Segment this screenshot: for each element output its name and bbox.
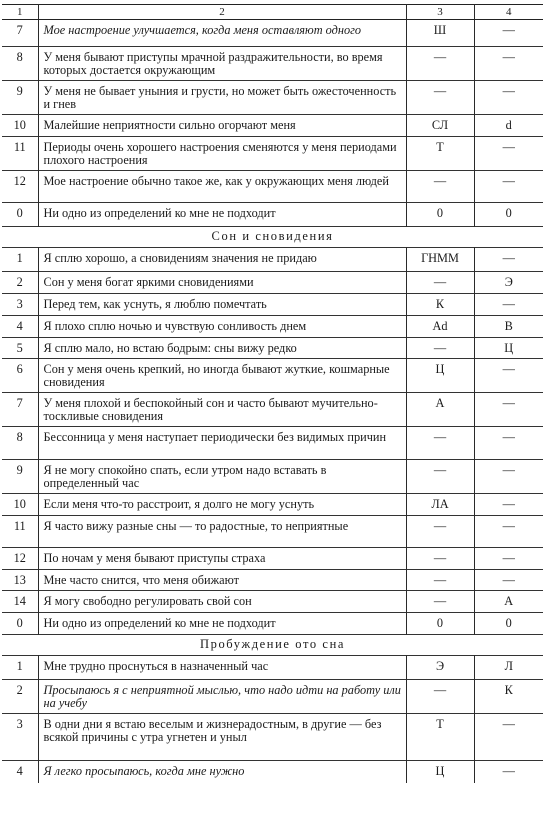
row-code-col3: ЛА	[406, 494, 474, 516]
row-statement: Мне часто снится, что меня обижают	[38, 570, 406, 591]
column-header-1: 1	[2, 5, 38, 20]
row-number: 8	[2, 427, 38, 460]
row-code-col4: Ц	[474, 338, 543, 359]
row-code-col3: —	[406, 548, 474, 570]
row-code-col3: —	[406, 338, 474, 359]
row-number: 4	[2, 761, 38, 783]
table-row	[2, 548, 543, 570]
column-header-2: 2	[38, 5, 406, 20]
row-number: 3	[2, 294, 38, 316]
row-statement: По ночам у меня бывают приступы страха	[38, 548, 406, 570]
row-statement: Малейшие неприятности сильно огорчают меня	[38, 115, 406, 137]
table-row	[2, 203, 543, 227]
row-statement: Я легко просыпаюсь, когда мне нужно	[38, 761, 406, 783]
row-code-col4: —	[474, 761, 543, 783]
row-code-col3: —	[406, 591, 474, 613]
row-number: 7	[2, 393, 38, 427]
row-number: 8	[2, 47, 38, 81]
table-row	[2, 494, 543, 516]
row-number: 12	[2, 548, 38, 570]
row-statement: У меня не бывает уныния и грусти, но может быть ожесточенность и гнев	[38, 81, 406, 115]
row-code-col4: —	[474, 460, 543, 494]
table-row	[2, 613, 543, 635]
row-number: 12	[2, 171, 38, 203]
row-code-col4: Э	[474, 272, 543, 294]
row-statement: Просыпаюсь я с неприятной мыслью, что надо идти на работу или на учебу	[38, 680, 406, 714]
row-code-col3: 0	[406, 613, 474, 635]
row-statement: Сон у меня очень крепкий, но иногда бывают жуткие, кошмарные сновидения	[38, 359, 406, 393]
row-code-col3: —	[406, 427, 474, 460]
row-statement: Мне трудно проснуться в назначенный час	[38, 656, 406, 680]
row-code-col4: —	[474, 47, 543, 81]
row-code-col4: —	[474, 494, 543, 516]
row-code-col4: —	[474, 20, 543, 47]
row-code-col4: В	[474, 316, 543, 338]
section-heading-row	[2, 227, 543, 248]
row-code-col4: —	[474, 548, 543, 570]
row-code-col4: —	[474, 248, 543, 272]
row-statement: Сон у меня богат яркими сновидениями	[38, 272, 406, 294]
column-header-row	[2, 5, 543, 20]
table-row	[2, 714, 543, 761]
row-code-col3: Э	[406, 656, 474, 680]
row-number: 7	[2, 20, 38, 47]
section-heading: Сон и сновидения	[2, 227, 543, 248]
row-statement: Я могу свободно регулировать свой сон	[38, 591, 406, 613]
row-code-col3: Ш	[406, 20, 474, 47]
row-statement: Мое настроение улучшается, когда меня оставляют одного	[38, 20, 406, 47]
row-number: 0	[2, 203, 38, 227]
row-code-col4: Л	[474, 656, 543, 680]
table-row	[2, 359, 543, 393]
row-code-col4: 0	[474, 613, 543, 635]
row-code-col3: Т	[406, 714, 474, 761]
row-code-col4: —	[474, 294, 543, 316]
row-statement: Ни одно из определений ко мне не подходит	[38, 203, 406, 227]
table-row	[2, 115, 543, 137]
table-row	[2, 272, 543, 294]
table-row	[2, 570, 543, 591]
row-code-col3: —	[406, 460, 474, 494]
row-number: 14	[2, 591, 38, 613]
row-code-col4: К	[474, 680, 543, 714]
table-row	[2, 761, 543, 783]
row-code-col3: А	[406, 393, 474, 427]
row-statement: Ни одно из определений ко мне не подходит	[38, 613, 406, 635]
table-row	[2, 20, 543, 47]
row-number: 1	[2, 248, 38, 272]
row-code-col4: —	[474, 714, 543, 761]
row-code-col4: d	[474, 115, 543, 137]
table-row	[2, 248, 543, 272]
table-row	[2, 393, 543, 427]
row-statement: У меня плохой и беспокойный сон и часто бывают мучительно-тоскливые сновидения	[38, 393, 406, 427]
row-code-col4: —	[474, 81, 543, 115]
row-code-col3: СЛ	[406, 115, 474, 137]
table-row	[2, 427, 543, 460]
row-number: 13	[2, 570, 38, 591]
row-code-col3: Ц	[406, 359, 474, 393]
row-number: 3	[2, 714, 38, 761]
row-code-col4: А	[474, 591, 543, 613]
row-code-col3: Т	[406, 137, 474, 171]
row-statement: Периоды очень хорошего настроения сменяются у меня периодами плохого настроения	[38, 137, 406, 171]
row-number: 9	[2, 460, 38, 494]
table-row	[2, 316, 543, 338]
row-code-col4: —	[474, 516, 543, 548]
row-code-col3: ГНММ	[406, 248, 474, 272]
row-code-col4: —	[474, 393, 543, 427]
row-statement: Перед тем, как уснуть, я люблю помечтать	[38, 294, 406, 316]
row-statement: В одни дни я встаю веселым и жизнерадостным, в другие — без всякой причины с утра угнетен и уныл	[38, 714, 406, 761]
table-row	[2, 47, 543, 81]
row-code-col4: 0	[474, 203, 543, 227]
table-row	[2, 516, 543, 548]
row-number: 0	[2, 613, 38, 635]
row-number: 10	[2, 115, 38, 137]
row-number: 9	[2, 81, 38, 115]
row-number: 2	[2, 272, 38, 294]
questionnaire-table	[2, 4, 543, 783]
table-row	[2, 171, 543, 203]
row-code-col3: 0	[406, 203, 474, 227]
row-number: 6	[2, 359, 38, 393]
row-number: 11	[2, 137, 38, 171]
row-statement: Я часто вижу разные сны — то радостные, то неприятные	[38, 516, 406, 548]
column-header-4: 4	[474, 5, 543, 20]
table-body	[2, 20, 543, 783]
table-row	[2, 294, 543, 316]
row-statement: Бессонница у меня наступает периодически без видимых причин	[38, 427, 406, 460]
table-row	[2, 591, 543, 613]
table-row	[2, 338, 543, 359]
section-heading: Пробуждение ото сна	[2, 635, 543, 656]
row-statement: Я сплю мало, но встаю бодрым: сны вижу редко	[38, 338, 406, 359]
row-code-col3: —	[406, 47, 474, 81]
row-number: 4	[2, 316, 38, 338]
row-code-col3: —	[406, 81, 474, 115]
row-code-col3: —	[406, 680, 474, 714]
table-row	[2, 81, 543, 115]
row-code-col4: —	[474, 137, 543, 171]
row-statement: Мое настроение обычно такое же, как у окружающих меня людей	[38, 171, 406, 203]
table-row	[2, 460, 543, 494]
row-number: 5	[2, 338, 38, 359]
row-code-col3: Ц	[406, 761, 474, 783]
row-code-col3: —	[406, 516, 474, 548]
row-statement: У меня бывают приступы мрачной раздражительности, во время которых достается окружающим	[38, 47, 406, 81]
table-row	[2, 680, 543, 714]
row-statement: Я сплю хорошо, а сновидениям значения не придаю	[38, 248, 406, 272]
table-row	[2, 137, 543, 171]
row-number: 2	[2, 680, 38, 714]
row-number: 10	[2, 494, 38, 516]
row-code-col3: —	[406, 171, 474, 203]
row-number: 1	[2, 656, 38, 680]
row-statement: Я не могу спокойно спать, если утром надо вставать в определенный час	[38, 460, 406, 494]
row-code-col4: —	[474, 171, 543, 203]
row-code-col3: К	[406, 294, 474, 316]
column-header-3: 3	[406, 5, 474, 20]
row-code-col3: —	[406, 570, 474, 591]
row-code-col3: —	[406, 272, 474, 294]
row-code-col4: —	[474, 570, 543, 591]
row-number: 11	[2, 516, 38, 548]
document-page	[2, 4, 543, 816]
row-code-col4: —	[474, 359, 543, 393]
table-row	[2, 656, 543, 680]
row-code-col3: Ad	[406, 316, 474, 338]
section-heading-row	[2, 635, 543, 656]
row-statement: Я плохо сплю ночью и чувствую сонливость днем	[38, 316, 406, 338]
row-code-col4: —	[474, 427, 543, 460]
row-statement: Если меня что-то расстроит, я долго не могу уснуть	[38, 494, 406, 516]
